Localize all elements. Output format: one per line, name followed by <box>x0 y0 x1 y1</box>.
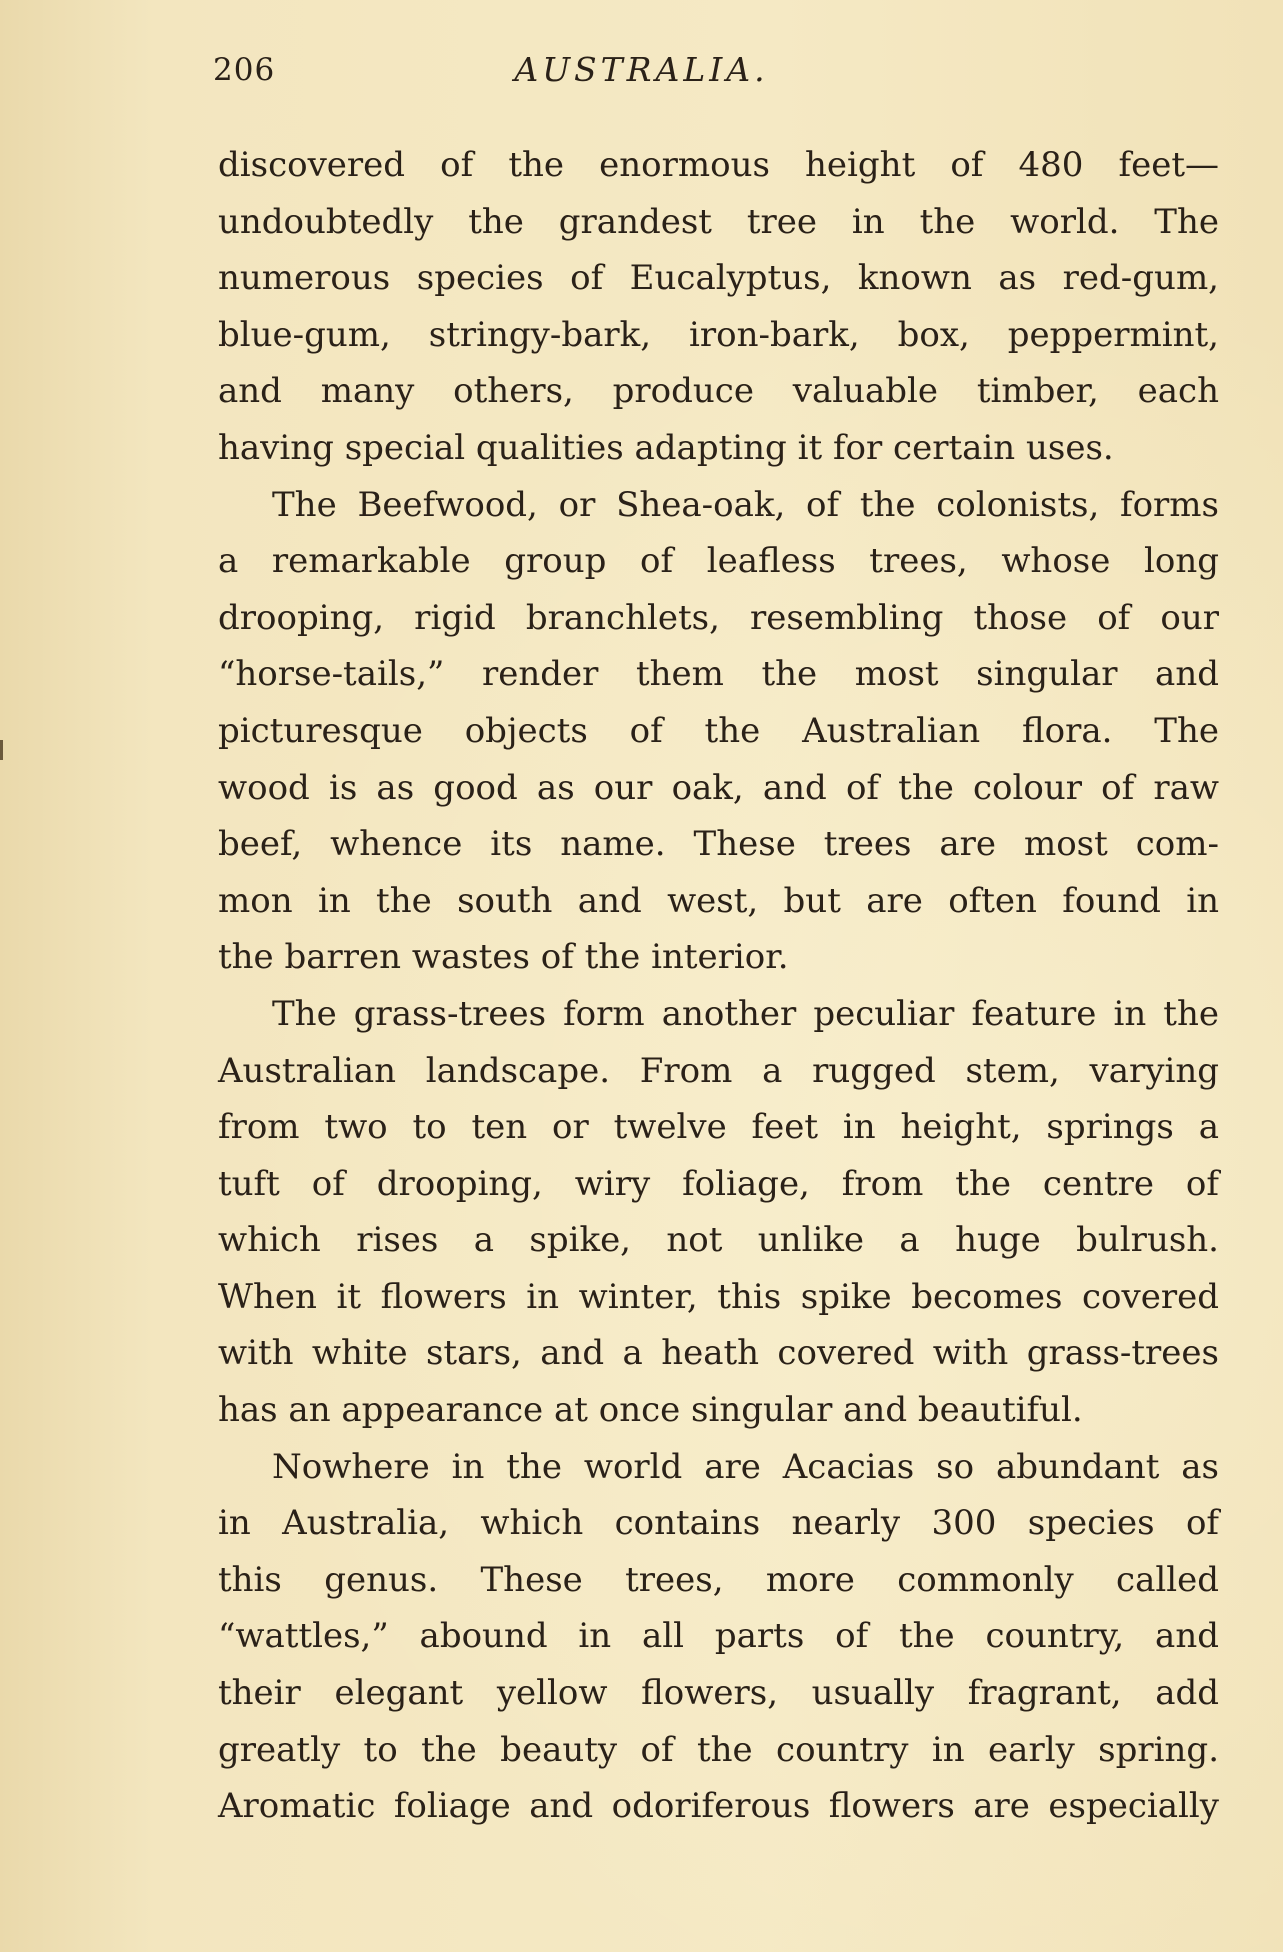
text-line: undoubtedly the grandest tree in the world. The <box>218 201 1219 242</box>
text-line: with white stars, and a heath covered with grass-trees <box>218 1333 1219 1374</box>
text-line: wood is as good as our oak, and of the colour of raw <box>218 767 1219 808</box>
text-line: Aromatic foliage and odoriferous flowers are especially <box>218 1786 1219 1827</box>
text-line: in Australia, which contains nearly 300 species of <box>218 1503 1219 1544</box>
text-line: drooping, rigid branchlets, resembling those of our <box>218 597 1219 638</box>
text-line: “wattles,” abound in all parts of the country, and <box>218 1616 1219 1657</box>
text-line: the barren wastes of the interior. <box>218 937 789 978</box>
text-line: from two to ten or twelve feet in height, springs a <box>218 1107 1219 1148</box>
text-line: greatly to the beauty of the country in early spring. <box>218 1729 1219 1770</box>
text-line: beef, whence its name. These trees are most com- <box>218 824 1219 865</box>
text-line: this genus. These trees, more commonly called <box>218 1559 1219 1600</box>
text-line: mon in the south and west, but are often found in <box>218 880 1219 921</box>
text-line: discovered of the enormous height of 480 feet— <box>218 145 1219 185</box>
body-text <box>218 137 1219 1835</box>
text-line: having special qualities adapting it for certain uses. <box>218 427 1114 468</box>
text-line: a remarkable group of leafless trees, whose long <box>218 541 1219 582</box>
page-number: 206 <box>213 52 276 88</box>
text-line: The Beefwood, or Shea-oak, of the colonists, forms <box>272 484 1219 525</box>
text-line: picturesque objects of the Australian flora. The <box>218 710 1219 751</box>
text-line: “horse-tails,” render them the most singular and <box>218 654 1219 695</box>
paragraph <box>218 1439 1219 1835</box>
paragraph <box>218 137 1219 477</box>
page-edge-mark <box>0 740 3 760</box>
text-line: and many others, produce valuable timber, each <box>218 371 1219 412</box>
text-line: blue-gum, stringy-bark, iron-bark, box, peppermint, <box>218 314 1219 355</box>
text-line: has an appearance at once singular and beautiful. <box>218 1390 1083 1431</box>
paragraph <box>218 986 1219 1439</box>
paragraph <box>218 477 1219 986</box>
text-line: tuft of drooping, wiry foliage, from the centre of <box>218 1163 1219 1204</box>
text-line: which rises a spike, not unlike a huge bulrush. <box>218 1220 1219 1261</box>
text-line: their elegant yellow flowers, usually fragrant, add <box>218 1673 1219 1714</box>
text-line: Australian landscape. From a rugged stem, varying <box>218 1050 1219 1091</box>
page-header <box>0 48 1283 98</box>
text-line: The grass-trees form another peculiar feature in the <box>272 993 1219 1034</box>
text-line: Nowhere in the world are Acacias so abundant as <box>272 1446 1219 1487</box>
text-line: numerous species of Eucalyptus, known as red-gum, <box>218 258 1219 299</box>
text-line: When it flowers in winter, this spike becomes covered <box>218 1276 1219 1317</box>
running-title: AUSTRALIA. <box>514 50 769 89</box>
